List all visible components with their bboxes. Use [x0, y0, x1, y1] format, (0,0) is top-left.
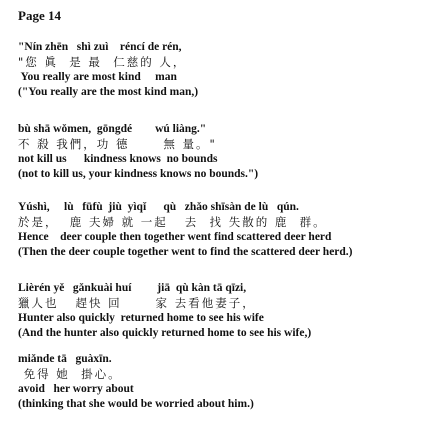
chinese-line: 免得 她 掛心。 — [18, 367, 122, 381]
translation-line: ("You really are the most kind man,) — [18, 86, 199, 98]
chinese-line: 於是， 鹿 夫婦 就 一起 去 找 失散的 鹿 群。 — [18, 215, 327, 229]
stanza-3 — [18, 200, 418, 260]
stanza-4 — [18, 281, 418, 341]
stanza-2 — [18, 122, 418, 182]
page-number-label: Page 14 — [18, 8, 61, 23]
pinyin-line: Lièrén yě gǎnkuài huí jiā qù kàn tā qīzi, — [18, 282, 247, 294]
gloss-line: Hence deer couple then together went find scattered deer herd — [18, 231, 332, 243]
translation-line: (And the hunter also quickly returned home to see his wife,) — [18, 327, 312, 339]
gloss-line: Hunter also quickly returned home to see his wife — [18, 312, 264, 324]
chinese-line: "您 眞 是 最 仁慈的 人， — [18, 55, 187, 69]
stanza-1 — [18, 40, 418, 100]
translation-line: (Then the deer couple together went to find the scattered deer herd.) — [18, 246, 353, 258]
translation-line: (not to kill us, your kindness knows no bounds.") — [18, 168, 259, 180]
translation-line: (thinking that she would be worried about him.) — [18, 398, 254, 410]
pinyin-line: bù shā wǒmen, gōngdé wú liàng." — [18, 123, 207, 135]
pinyin-line: Yúshì, lù fūfù jiù yìqǐ qù zhǎo shīsàn de lù qún. — [18, 201, 299, 213]
stanza-5 — [18, 352, 418, 412]
chinese-line: 不 殺 我們，功 德 無 量。" — [18, 137, 217, 151]
gloss-line: avoid her worry about — [18, 383, 134, 395]
gloss-line: You really are most kind man — [18, 71, 177, 83]
chinese-line: 獵人也 趕快 回 家 去看他妻子， — [18, 296, 256, 310]
gloss-line: not kill us kindness knows no bounds — [18, 153, 218, 165]
pinyin-line: "Nín zhēn shì zuì réncí de rén, — [18, 41, 182, 53]
pinyin-line: miǎnde tā guàxīn. — [18, 353, 112, 365]
